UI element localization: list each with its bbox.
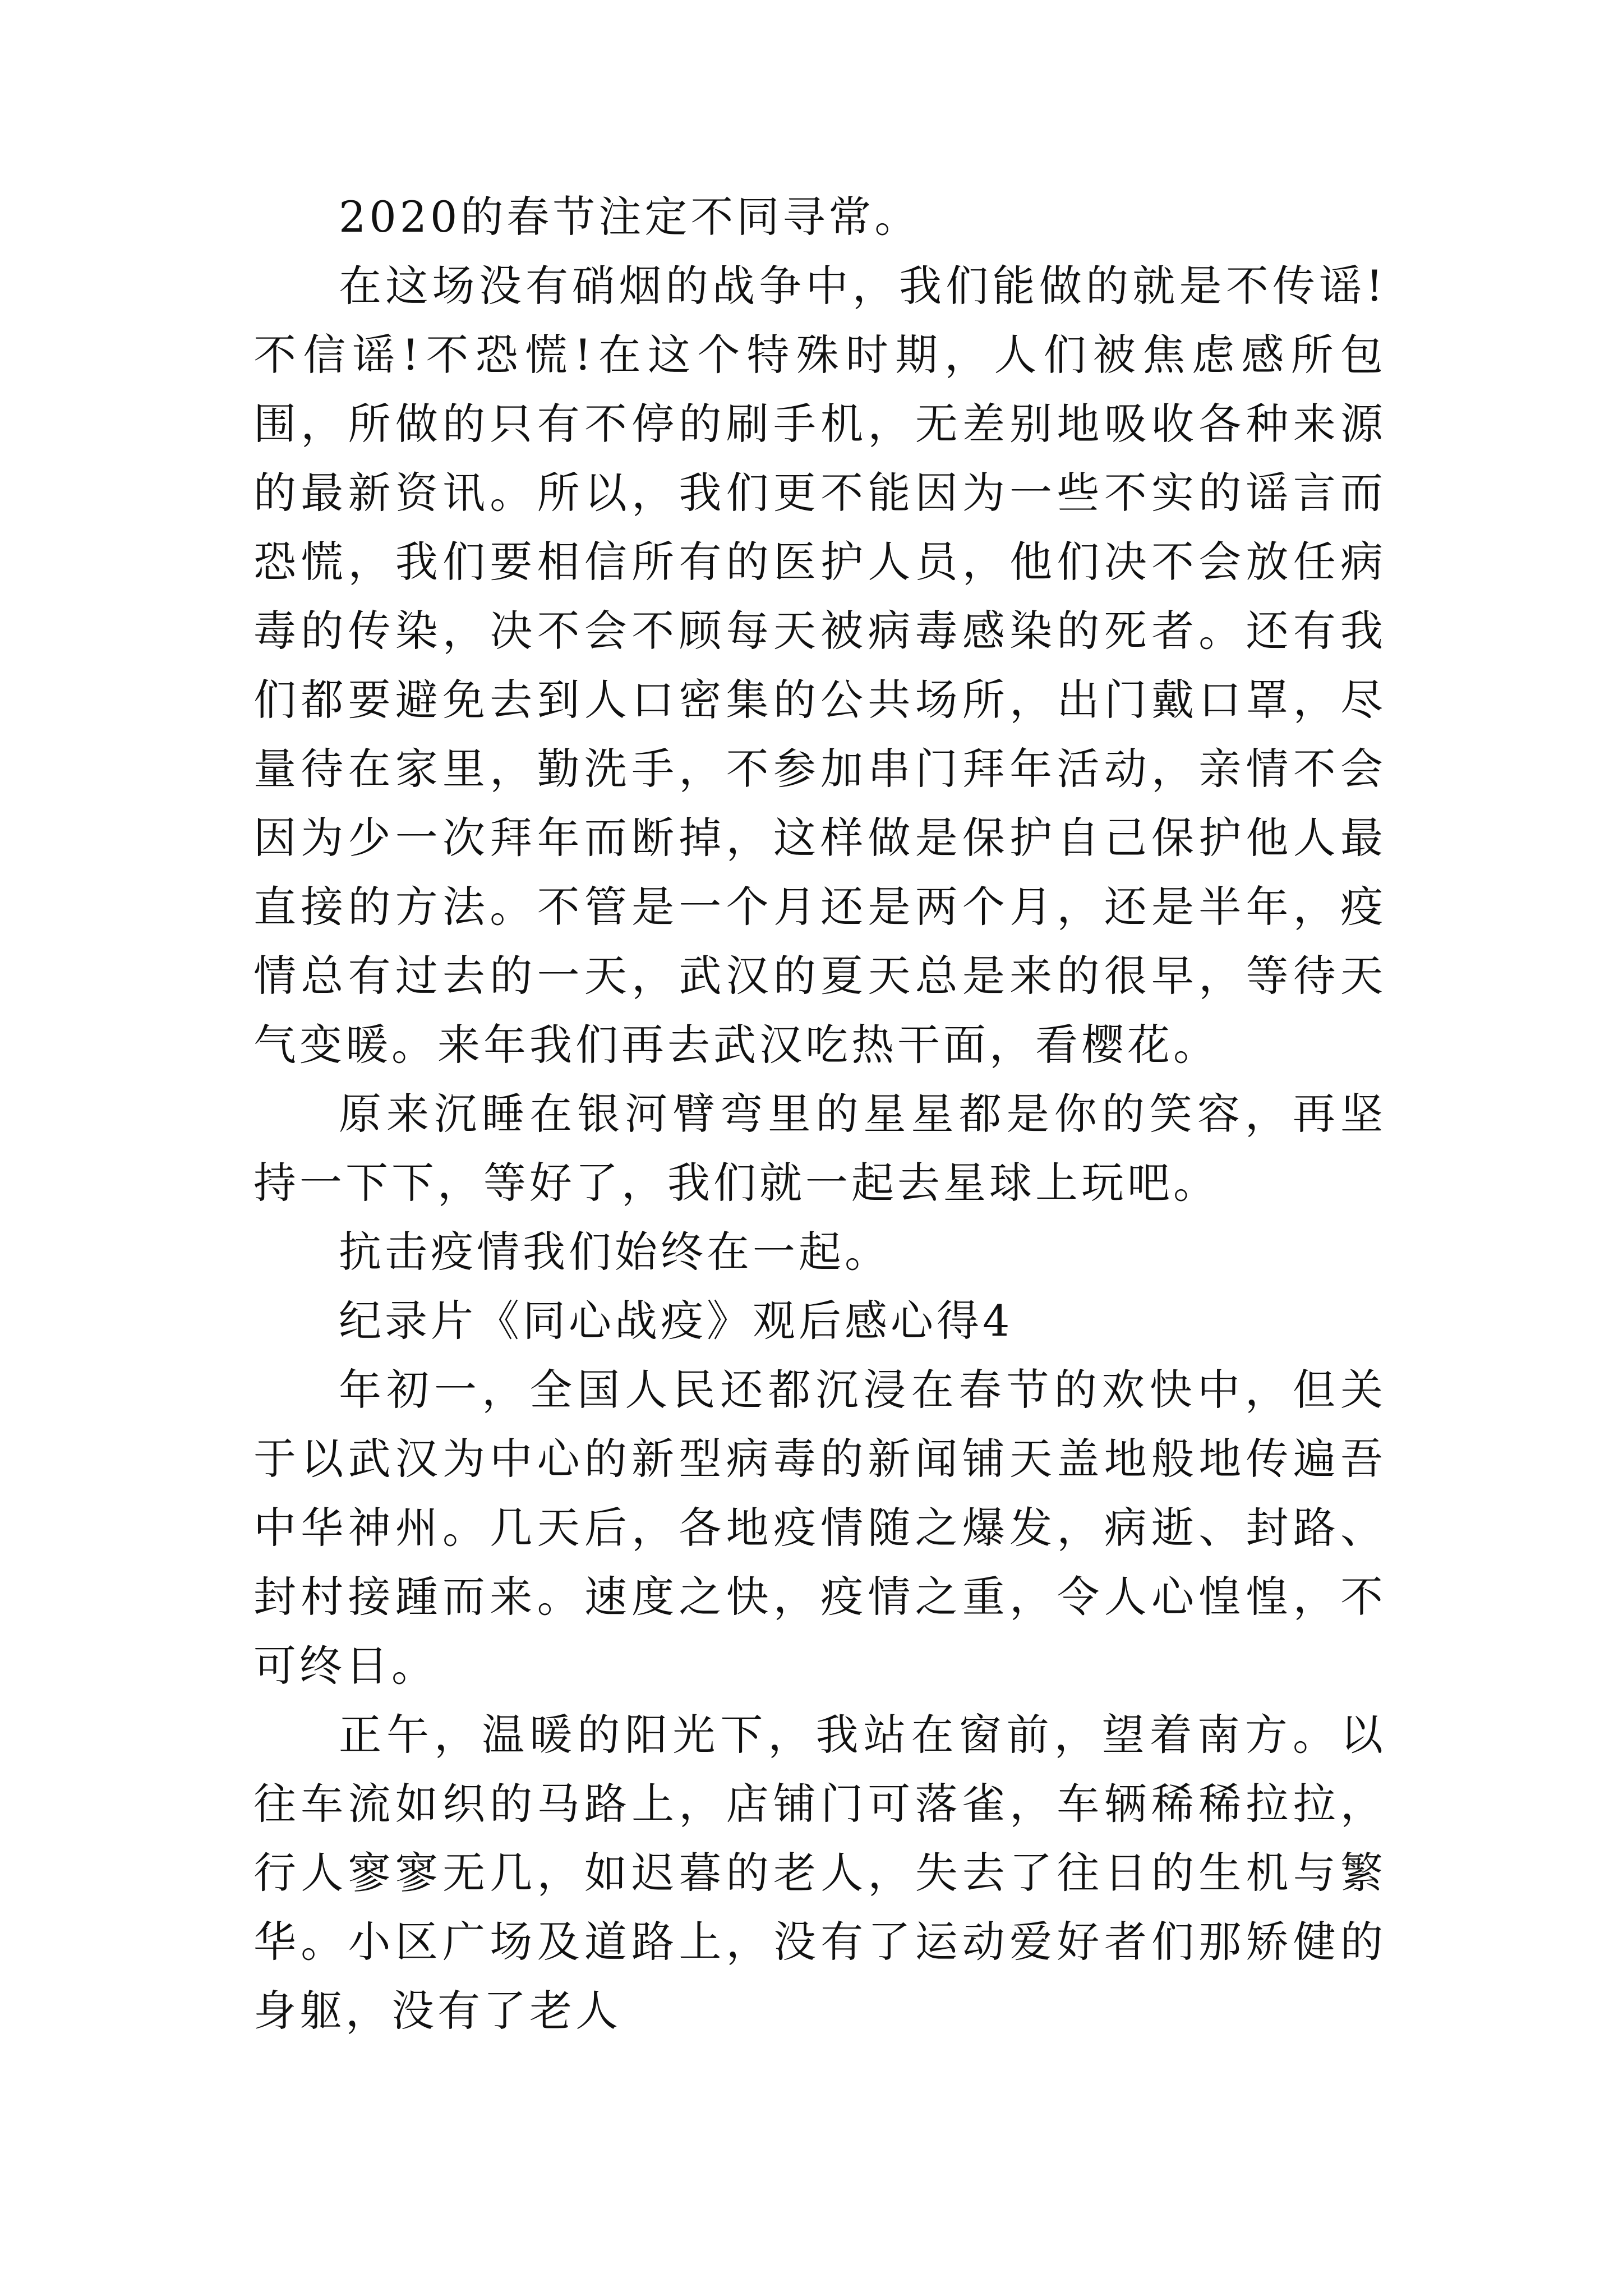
document-body	[253, 182, 1386, 2045]
paragraph: 在这场没有硝烟的战争中，我们能做的就是不传谣!不信谣!不恐慌!在这个特殊时期，人们被焦虑感所包围，所做的只有不停的刷手机，无差别地吸收各种来源的最新资讯。所以，我们更不能因为一些不实的谣言而恐慌，我们要相信所有的医护人员，他们决不会放任病毒的传染，决不会不顾每天被病毒感染的死者。还有我们都要避免去到人口密集的公共场所，出门戴口罩，尽量待在家里，勤洗手，不参加串门拜年活动，亲情不会因为少一次拜年而断掉，这样做是保护自己保护他人最直接的方法。不管是一个月还是两个月，还是半年，疫情总有过去的一天，武汉的夏天总是来的很早，等待天气变暖。来年我们再去武汉吃热干面，看樱花。	[253, 261, 1386, 1070]
paragraph: 抗击疫情我们始终在一起。	[339, 1227, 891, 1277]
paragraph: 正午，温暖的阳光下，我站在窗前，望着南方。以往车流如织的马路上，店铺门可落雀，车辆稀稀拉拉，行人寥寥无几，如迟暮的老人，失去了往日的生机与繁华。小区广场及道路上，没有了运动爱好者们那矫健的身躯，没有了老人	[253, 1710, 1386, 2036]
paragraph: 年初一，全国人民还都沉浸在春节的欢快中，但关于以武汉为中心的新型病毒的新闻铺天盖地般地传遍吾中华神州。几天后，各地疫情随之爆发，病逝、封路、封村接踵而来。速度之快，疫情之重，令人心惶惶，不可终日。	[253, 1365, 1386, 1691]
section-heading: 纪录片《同心战疫》观后感心得4	[339, 1296, 1013, 1346]
paragraph: 2020的春节注定不同寻常。	[339, 192, 921, 242]
paragraph: 原来沉睡在银河臂弯里的星星都是你的笑容，再坚持一下下，等好了，我们就一起去星球上玩吧。	[253, 1089, 1386, 1208]
